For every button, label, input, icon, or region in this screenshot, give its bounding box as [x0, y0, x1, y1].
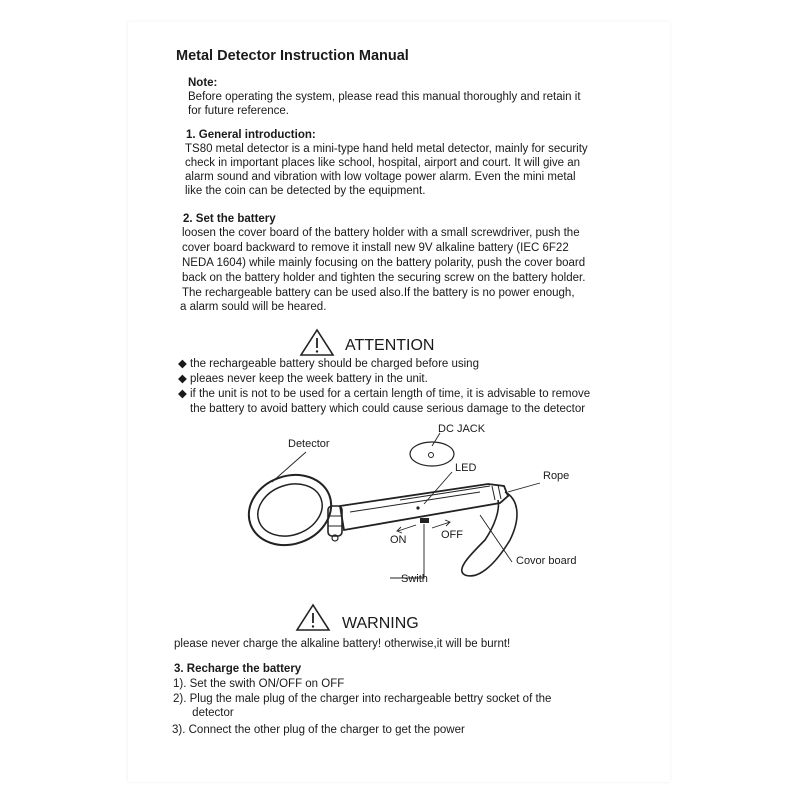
section2-line: back on the battery holder and tighten the securing screw on the battery holder.	[182, 272, 586, 284]
attention-item: if the unit is not to be used for a certain length of time, it is advisable to remove	[190, 388, 591, 400]
section1-heading: 1. General introduction:	[186, 129, 316, 141]
dc-jack-icon	[410, 433, 454, 466]
attention-item: pleaes never keep the week battery in the unit.	[190, 373, 428, 385]
section3-step: 2). Plug the male plug of the charger into rechargeable bettry socket of the	[173, 693, 552, 705]
warning-triangle-icon	[297, 605, 329, 630]
note-line: for future reference.	[188, 105, 289, 117]
attention-item: the rechargeable battery should be charged before using	[190, 358, 479, 370]
section1-line: TS80 metal detector is a mini-type hand held metal detector, mainly for security	[185, 143, 588, 155]
section3-step: 3). Connect the other plug of the charger to get the power	[172, 724, 465, 736]
cover-board-label: Covor board	[516, 555, 577, 567]
off-label: OFF	[441, 529, 463, 541]
attention-bullet-icon: ◆	[178, 388, 187, 400]
attention-bullet-icon: ◆	[178, 358, 187, 370]
section2-line: cover board backward to remove it install new 9V alkaline battery (IEC 6F22	[182, 242, 569, 254]
detector-coil-icon	[239, 464, 341, 557]
note-heading: Note:	[188, 77, 218, 89]
document-title: Metal Detector Instruction Manual	[176, 48, 409, 64]
section2-line: The rechargeable battery can be used also.If the battery is no power enough,	[182, 287, 575, 299]
note-line: Before operating the system, please read this manual thoroughly and retain it	[188, 91, 581, 103]
section2-heading: 2. Set the battery	[183, 213, 276, 225]
attention-heading: ATTENTION	[345, 337, 435, 354]
switch-label: Swith	[401, 573, 428, 585]
dc-jack-label: DC JACK	[438, 423, 486, 435]
rope-label: Rope	[543, 470, 570, 482]
led-label: LED	[455, 462, 477, 474]
section3-step: 1). Set the swith ON/OFF on OFF	[173, 678, 345, 690]
warning-text: please never charge the alkaline battery! otherwise,it will be burnt!	[174, 638, 511, 650]
section1-line: like the coin can be detected by the equipment.	[185, 185, 426, 197]
section1-line: alarm sound and vibration with low voltage power alarm. Even the mini metal	[185, 171, 576, 183]
warning-triangle-icon	[301, 330, 333, 355]
section1-line: check in important places like school, hospital, airport and court. It will give an	[185, 157, 581, 169]
section2-line: a alarm sould will be heared.	[180, 301, 327, 313]
attention-bullet-icon: ◆	[178, 373, 187, 385]
detector-label: Detector	[288, 438, 330, 450]
section3-step: detector	[173, 707, 234, 719]
on-label: ON	[390, 534, 407, 546]
warning-heading: WARNING	[342, 615, 419, 632]
section2-line: NEDA 1604) while mainly focusing on the battery polarity, push the cover board	[182, 257, 586, 269]
diagram-leader-lines	[272, 452, 540, 578]
section2-line: loosen the cover board of the battery holder with a small screwdriver, push the	[182, 227, 580, 239]
detector-handle-icon	[340, 484, 508, 530]
attention-item-continuation: the battery to avoid battery which could cause serious damage to the detector	[190, 403, 586, 415]
section3-heading: 3. Recharge the battery	[174, 663, 302, 675]
